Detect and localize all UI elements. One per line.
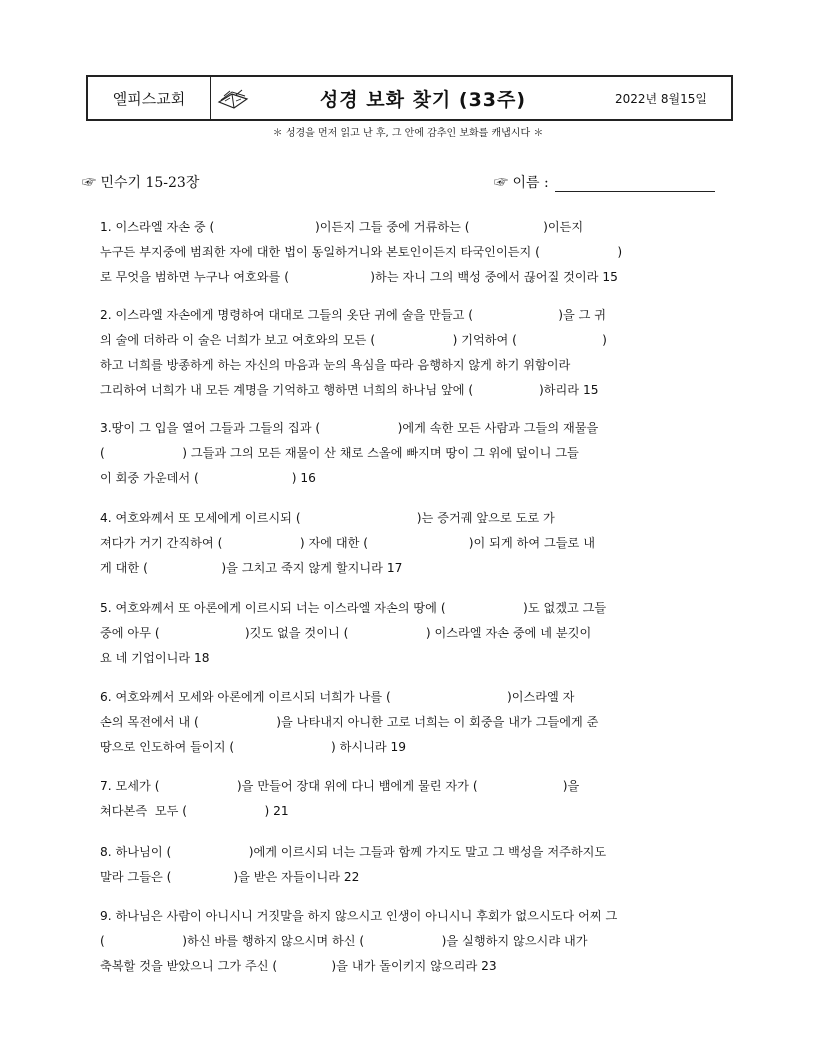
question-line: 8. 하나님이 ( )에게 이르시되 너는 그들과 함께 가지도 말고 그 백성을 저주하지도 bbox=[100, 845, 607, 859]
question-line: 의 술에 더하라 이 술은 너희가 보고 여호와의 모든 ( ) 기억하여 ( ) bbox=[100, 333, 607, 347]
worksheet-title: 성경 보화 찾기 (33주) bbox=[319, 88, 527, 111]
question-3 bbox=[100, 416, 726, 491]
question-line: 1. 이스라엘 자손 중 ( )이든지 그들 중에 거류하는 ( )이든지 bbox=[100, 220, 584, 234]
question-line: 4. 여호와께서 또 모세에게 이르시되 ( )는 증거궤 앞으로 도로 가 bbox=[100, 511, 555, 525]
question-7 bbox=[100, 774, 726, 824]
worksheet-header bbox=[86, 75, 733, 121]
question-4 bbox=[100, 506, 726, 581]
question-line: 9. 하나님은 사람이 아니시니 거짓말을 하지 않으시고 인생이 아니시니 후회가 없으시도다 어찌 그 bbox=[100, 909, 618, 923]
question-1 bbox=[100, 215, 726, 290]
question-line: 손의 목전에서 내 ( )을 나타내지 아니한 고로 너희는 이 회중을 내가 그들에게 준 bbox=[100, 715, 599, 729]
question-line: 이 회중 가운데서 ( ) 16 bbox=[100, 471, 316, 485]
book-range: ☞ 민수기 15-23장 bbox=[82, 175, 200, 191]
name-blank-line[interactable] bbox=[555, 175, 715, 192]
question-5 bbox=[100, 596, 726, 671]
question-6 bbox=[100, 685, 726, 760]
question-9 bbox=[100, 904, 726, 979]
name-label: ☞ 이름 : bbox=[494, 175, 549, 191]
question-line: 하고 너희를 방종하게 하는 자신의 마음과 눈의 욕심을 따라 음행하지 않게 하기 위함이라 bbox=[100, 358, 571, 372]
question-2 bbox=[100, 303, 726, 403]
bible-book-icon bbox=[211, 77, 255, 119]
question-line: 땅으로 인도하여 들이지 ( ) 하시니라 19 bbox=[100, 740, 407, 754]
question-line: 3.땅이 그 입을 열어 그들과 그들의 집과 ( )에게 속한 모든 사람과 그들의 재물을 bbox=[100, 421, 599, 435]
question-line: 그리하여 너희가 내 모든 계명을 기억하고 행하면 너희의 하나님 앞에 ( )하리라 15 bbox=[100, 383, 599, 397]
question-line: ( )하신 바를 행하지 않으시며 하신 ( )을 실행하지 않으시랴 내가 bbox=[100, 934, 588, 948]
question-line: 6. 여호와께서 모세와 아론에게 이르시되 너희가 나를 ( )이스라엘 자 bbox=[100, 690, 575, 704]
question-line: 말라 그들은 ( )을 받은 자들이니라 22 bbox=[100, 870, 360, 884]
church-name: 엘피스교회 bbox=[88, 77, 211, 119]
instruction-text: ＊ 성경을 먼저 읽고 난 후, 그 안에 감추인 보화를 캐냅시다 ＊ bbox=[272, 128, 544, 139]
question-line: 5. 여호와께서 또 아론에게 이르시되 너는 이스라엘 자손의 땅에 ( )도 없겠고 그들 bbox=[100, 601, 607, 615]
question-line: 게 대한 ( )을 그치고 죽지 않게 할지니라 17 bbox=[100, 561, 403, 575]
question-line: 축복할 것을 받았으니 그가 주신 ( )을 내가 돌이키지 않으리라 23 bbox=[100, 959, 497, 973]
question-line: 7. 모세가 ( )을 만들어 장대 위에 다니 뱀에게 물린 자가 ( )을 bbox=[100, 779, 580, 793]
question-line: 쳐다본즉 모두 ( ) 21 bbox=[100, 804, 289, 818]
question-line: 요 네 기업이니라 18 bbox=[100, 651, 210, 665]
question-line: 2. 이스라엘 자손에게 명령하여 대대로 그들의 옷단 귀에 술을 만들고 ( )을 그 귀 bbox=[100, 308, 607, 322]
question-line: ( ) 그들과 그의 모든 재물이 산 채로 스올에 빠지며 땅이 그 위에 덮이니 그들 bbox=[100, 446, 579, 460]
question-line: 누구든 부지중에 범죄한 자에 대한 법이 동일하거니와 본토인이든지 타국인이든지 ( ) bbox=[100, 245, 623, 259]
worksheet-date: 2022년 8월15일 bbox=[614, 91, 708, 106]
name-field[interactable] bbox=[494, 172, 715, 192]
question-line: 로 무엇을 범하면 누구나 여호와를 ( )하는 자니 그의 백성 중에서 끊어질 것이라 15 bbox=[100, 270, 618, 284]
question-line: 중에 아무 ( )깃도 없을 것이니 ( ) 이스라엘 자손 중에 네 분깃이 bbox=[100, 626, 592, 640]
question-line: 져다가 거기 간직하여 ( ) 자에 대한 ( )이 되게 하여 그들로 내 bbox=[100, 536, 595, 550]
question-8 bbox=[100, 840, 726, 890]
